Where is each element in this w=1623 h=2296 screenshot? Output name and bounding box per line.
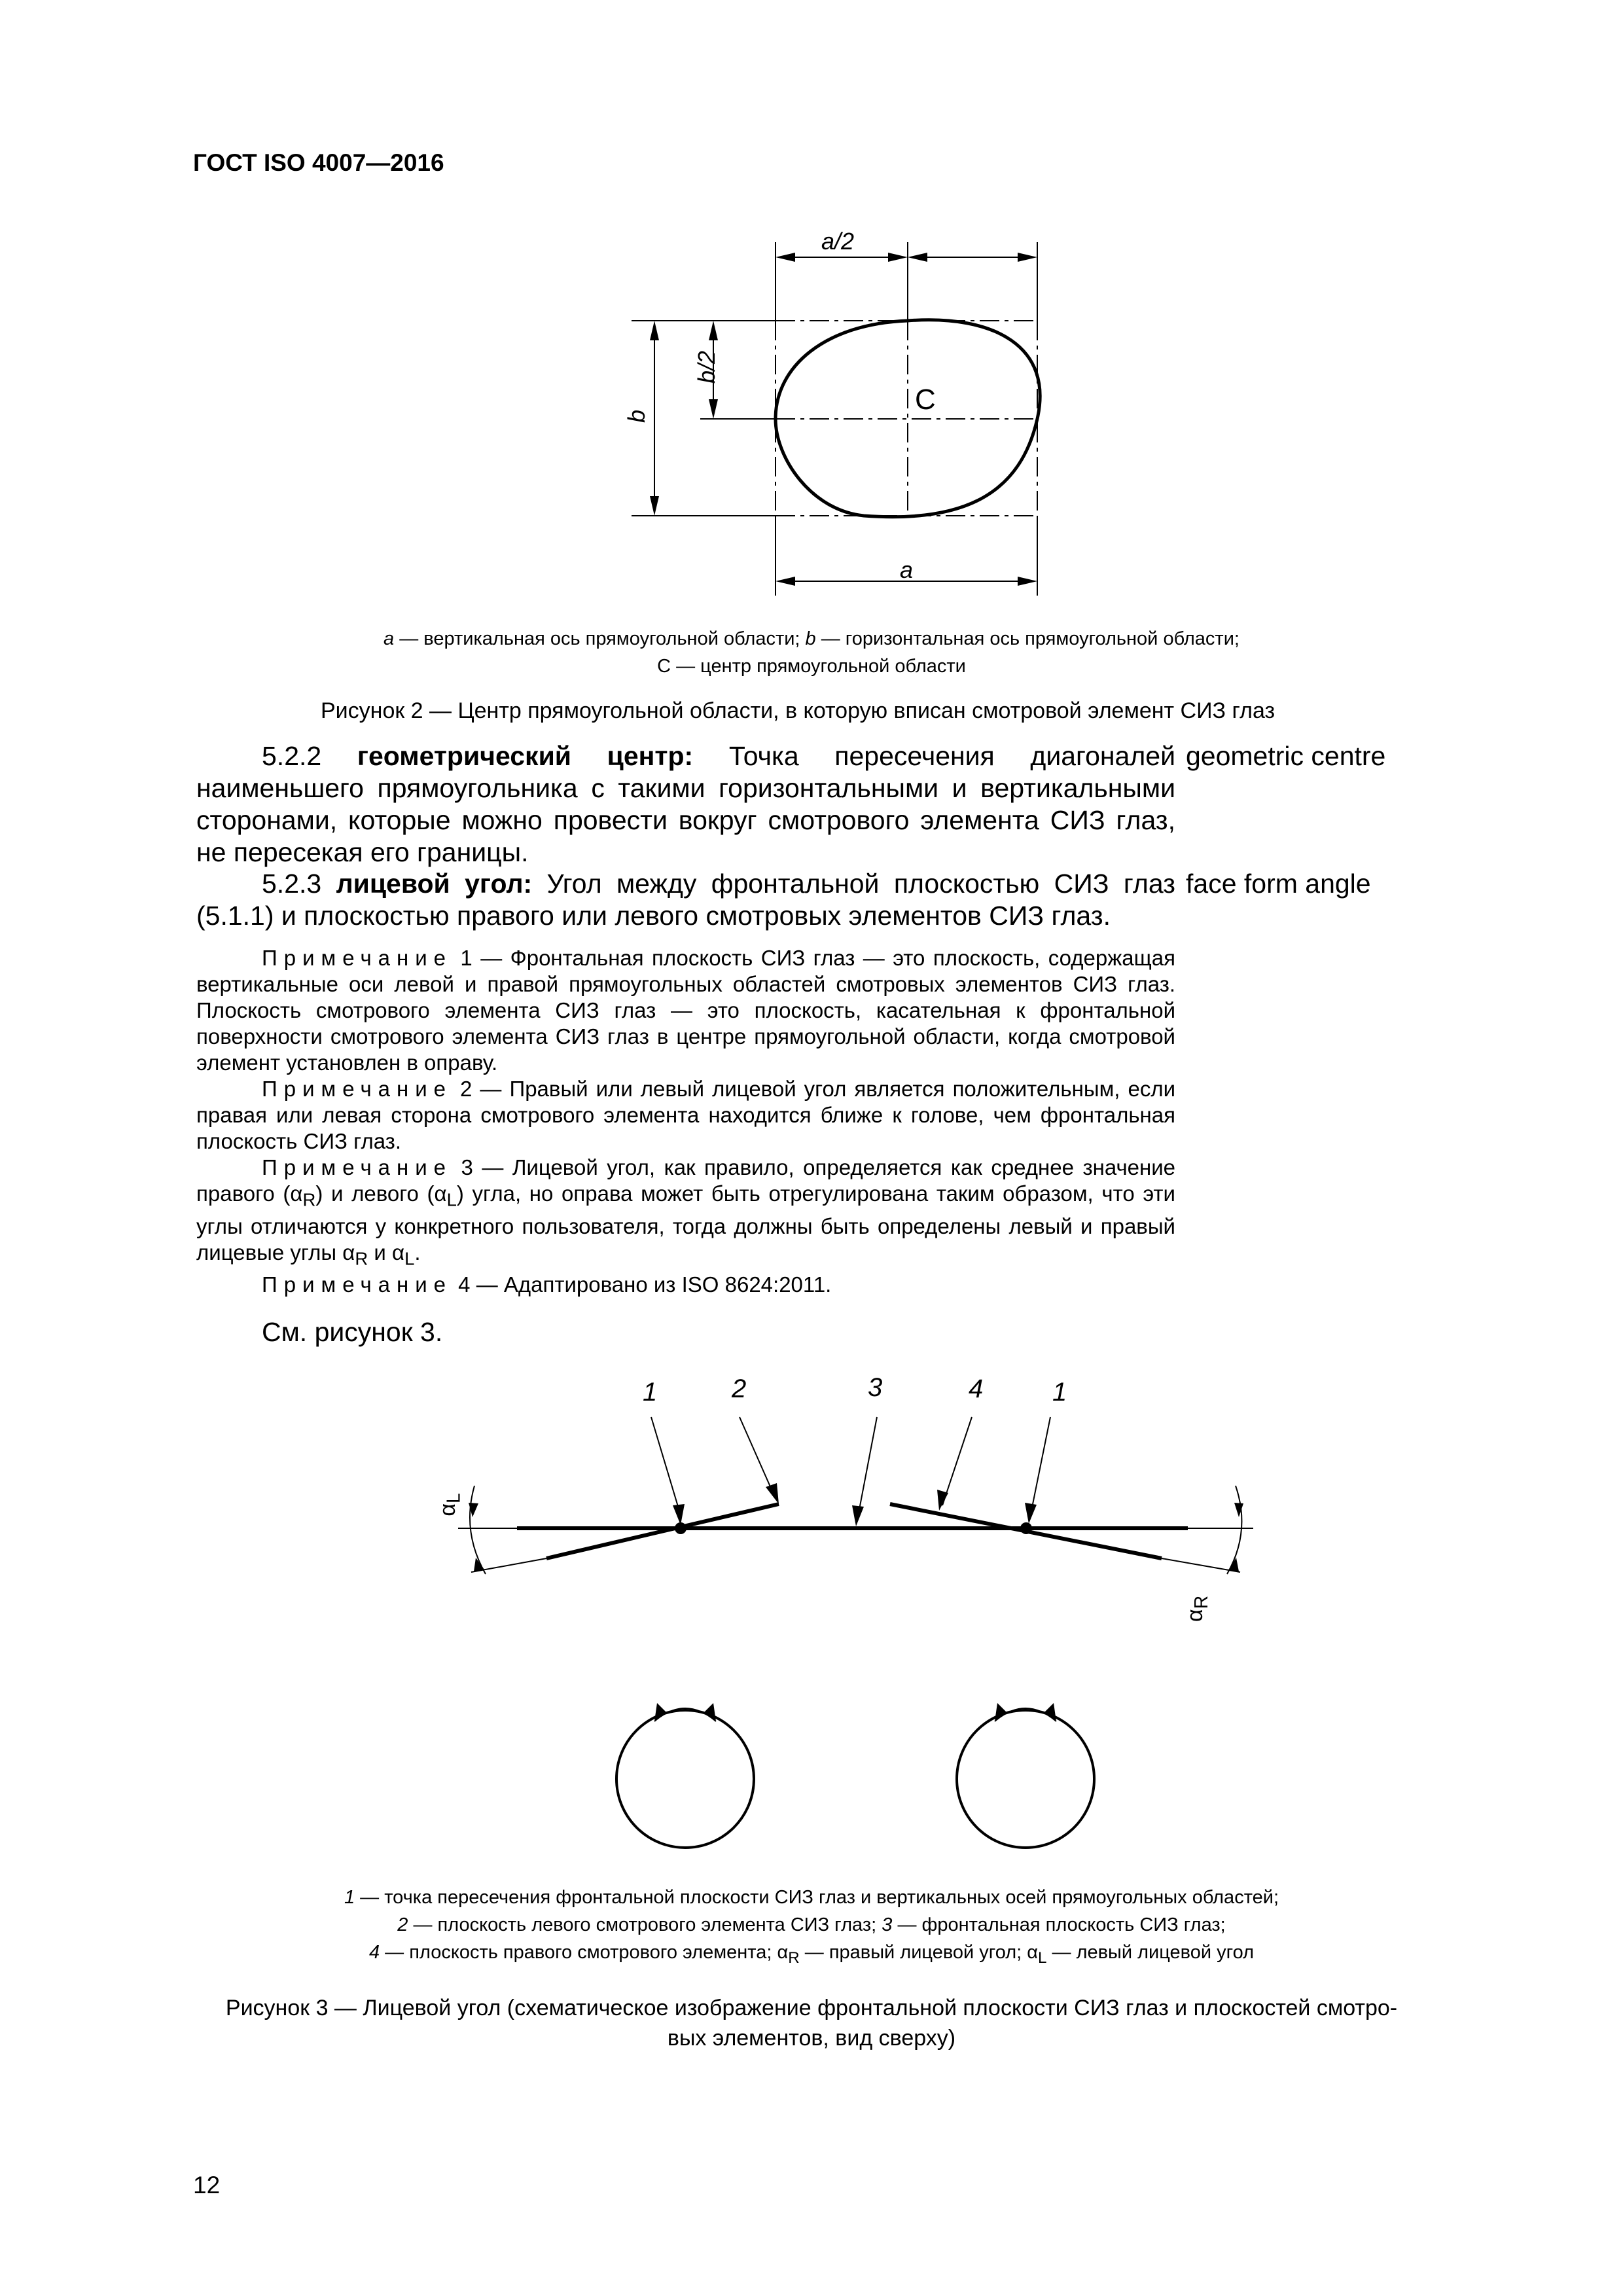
figure2-legend-line2: С — центр прямоугольной области — [657, 656, 966, 677]
page-number: 12 — [193, 2172, 221, 2198]
dim-a-half-label: a/2 — [821, 228, 855, 255]
figure3-legend-line3: 4 — плоскость правого смотрового элемента; $\alpha_R$ — правый лицевой угол; $\alpha_L$ — левый лицевой угол — [368, 1942, 1254, 1967]
alpha-l-label: $\alpha_L$ — [435, 1493, 465, 1516]
figure3-legend-line2: 2 — плоскость левого смотрового элемента СИЗ глаз; 3 — фронтальная плоскость СИЗ глаз; — [397, 1914, 1226, 1935]
figure2-drawing — [615, 223, 1086, 615]
term: геометрический центр: — [357, 741, 694, 771]
dim-b-label: b — [623, 409, 651, 423]
note-3: Примечание 3 — Лицевой угол, как правило, определяется как среднее значение правого $(\alpha_R)$ и левого $(\alpha_L)$ угла, но оправа может быть отрегулирована таким образом, что эти углы отличаются у конкретного пользователя, тогда должны быть определены левый и правый лицевые углы $\alpha_R$ и $\alpha_L$. — [196, 1155, 1176, 1269]
term-en-face-form-angle: face form angle — [1186, 869, 1371, 899]
note-4: Примечание 4 — Адаптировано из ISO 8624:2011. — [262, 1272, 832, 1297]
figure3-title-line2: вых элементов, вид сверху) — [667, 2026, 956, 2051]
document-id-header: ГОСТ ISO 4007—2016 — [193, 149, 444, 176]
section-number: 5.2.3 — [262, 869, 322, 899]
note-1: Примечание 1 — Фронтальная плоскость СИЗ глаз — это плоскость, содержащая вертикальные оси левой и правой прямоугольных областей смотровых элементов СИЗ глаз. Плоскость смотрового элемента СИЗ глаз — это плоскость, касательная к фронтальной поверхности смотрового элемента СИЗ глаз в центре прямоугольной области, когда смотровой элемент установлен в оправу. — [196, 946, 1175, 1075]
figure3-drawing — [452, 1374, 1276, 1898]
section-5-2-2 — [196, 740, 1175, 869]
see-figure-3: См. рисунок 3. — [262, 1317, 443, 1347]
callout-1-right: 1 — [1052, 1378, 1067, 1407]
center-label: C — [915, 384, 936, 416]
figure3-legend-line1: 1 — точка пересечения фронтальной плоскости СИЗ глаз и вертикальных осей прямоугольных областей; — [344, 1887, 1279, 1908]
term: лицевой угол: — [336, 869, 533, 899]
dim-b-half-label: b/2 — [693, 350, 721, 384]
section-5-2-3 — [196, 868, 1175, 932]
dim-a-label: a — [900, 556, 914, 583]
callout-4: 4 — [969, 1374, 984, 1403]
callout-3: 3 — [868, 1373, 883, 1402]
section-number: 5.2.2 — [262, 741, 322, 771]
definition: Точка пересечения диагоналей наименьшего прямоугольника с такими горизонтальными и вертикальными сторонами, которые можно провести вокруг смотрового элемента СИЗ глаз, не пересекая его границы. — [196, 741, 1175, 867]
figure2-title: Рисунок 2 — Центр прямоугольной области, в которую вписан смотровой элемент СИЗ глаз — [321, 698, 1275, 723]
alpha-r-label: $\alpha_R$ — [1183, 1595, 1212, 1622]
figure2-legend-line1: a — вертикальная ось прямоугольной области; b — горизонтальная ось прямоугольной области; — [383, 628, 1240, 649]
callout-2: 2 — [732, 1374, 747, 1403]
callout-1-left: 1 — [643, 1378, 658, 1407]
definition: Угол между фронтальной плоскостью СИЗ глаз (5.1.1) и плоскостью правого или левого смотровых элементов СИЗ глаз. — [196, 869, 1175, 931]
note-2: Примечание 2 — Правый или левый лицевой угол является положительным, если правая или левая сторона смотрового элемента находится ближе к голове, чем фронтальная плоскость СИЗ глаз. — [196, 1077, 1176, 1153]
term-en-geometric-centre: geometric centre — [1186, 741, 1386, 771]
notes-block — [196, 945, 1175, 1298]
figure3-title-line1: Рисунок 3 — Лицевой угол (схематическое изображение фронтальной плоскости СИЗ глаз и плоскостей смотро- — [225, 1996, 1398, 2020]
